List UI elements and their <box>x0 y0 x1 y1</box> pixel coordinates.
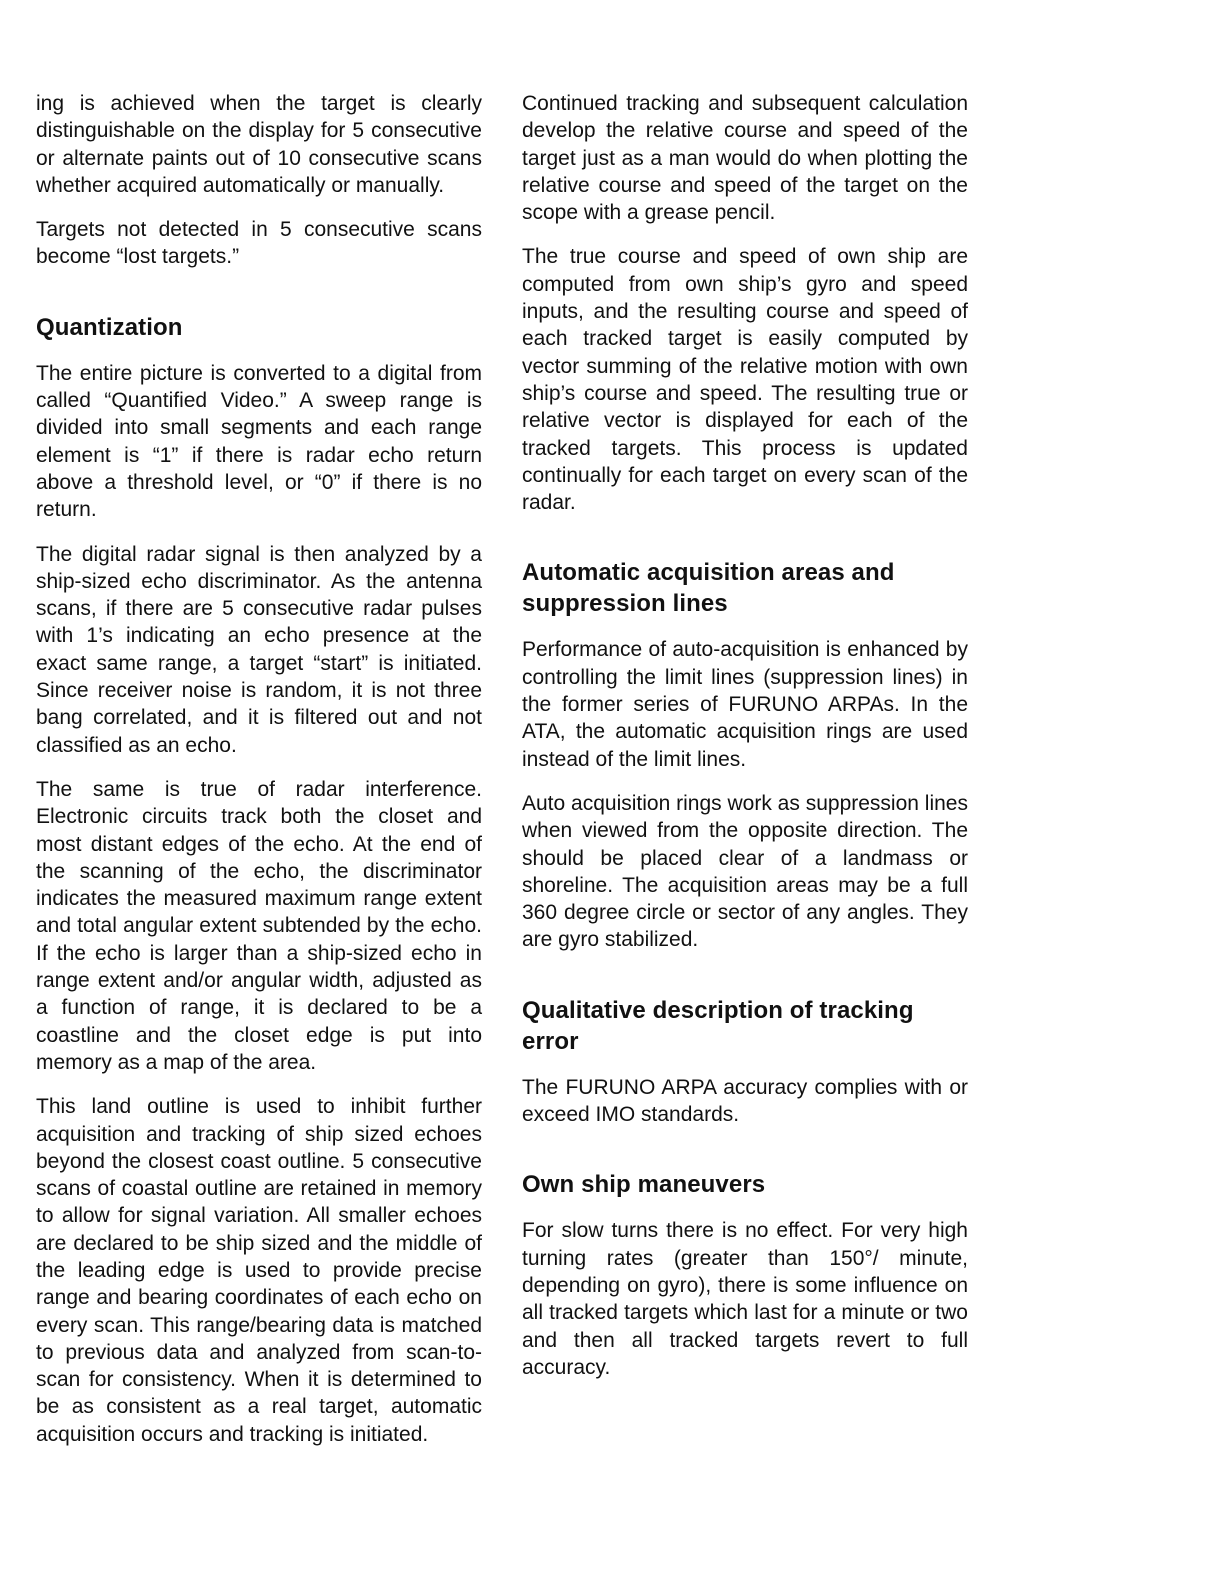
left-column <box>36 90 482 1465</box>
paragraph-lost-targets: Targets not detected in 5 consecutive scans become “lost targets.” <box>36 218 482 269</box>
paragraph-turning-rates: For slow turns there is no effect. For very high turning rates (greater than 150°/ minute, depending on gyro), there is some influence on all tracked targets which last for a minute or two and then all tracked targets revert to full accuracy. <box>522 1219 968 1379</box>
paragraph-acquisition-rings: Auto acquisition rings work as suppression lines when viewed from the opposite direction. The should be placed clear of a landmass or shoreline. The acquisition areas may be a full 360 degree circle or sector of any angles. They are gyro stabilized. <box>522 791 968 952</box>
heading-own-ship-maneuvers: Own ship maneuvers <box>522 1171 766 1199</box>
heading-auto-acquisition: Automatic acquisition areas and suppression lines <box>522 559 895 618</box>
paragraph-accuracy: The FURUNO ARPA accuracy complies with or exceed IMO standards. <box>522 1075 968 1127</box>
heading-tracking-error: Qualitative description of tracking error <box>522 996 914 1055</box>
paragraph-auto-acquisition-performance: Performance of auto-acquisition is enhanced by controlling the limit lines (suppression lines) in the former series of FURUNO ARPAs. In the ATA, the automatic acquisition rings are used instead of the limit lines. <box>522 638 968 771</box>
paragraph-radar-interference: The same is true of radar interference. Electronic circuits track both the closet and most distant edges of the echo. At the end of the scanning of the echo, the discriminator indicates the measured maximum range extent and total angular extent subtended by the echo. If the echo is larger than a ship-sized echo in range extent and/or angular width, adjusted as a function of range, it is declared to be a coastline and the closet edge is put into memory as a map of the area. <box>36 777 482 1074</box>
paragraph-true-course: The true course and speed of own ship are computed from own ship’s gyro and speed inputs, and the resulting course and speed of each tracked target is easily computed by vector summing of the relative motion with own ship’s course and speed. The resulting true or relative vector is displayed for each of the tracked targets. This process is updated continually for each target on every scan of the radar. <box>522 245 968 515</box>
paragraph-tracking-condition: ing is achieved when the target is clearly distinguishable on the display for 5 consecutive or alternate paints out of 10 consecutive scans whether acquired automatically or manually. <box>36 92 482 197</box>
paragraph-land-outline: This land outline is used to inhibit further acquisition and tracking of ship sized echoes beyond the closest coast outline. 5 consecutive scans of coastal outline are retained in memory to allow for signal variation. All smaller echoes are declared to be ship sized and the middle of the leading edge is used to provide precise range and bearing coordinates of each echo on every scan. This range/bearing data is matched to previous data and analyzed from scan-to-scan for consistency. When it is determined to be as consistent as a real target, automatic acquisition occurs and tracking is initiated. <box>36 1095 482 1446</box>
paragraph-quantified-video: The entire picture is converted to a digital from called “Quantified Video.” A sweep range is divided into small segments and each range element is “1” if there is radar echo return above a threshold level, or “0” if there is no return. <box>36 361 482 522</box>
right-column <box>522 90 968 1398</box>
heading-quantization: Quantization <box>36 313 183 341</box>
paragraph-continued-tracking: Continued tracking and subsequent calculation develop the relative course and speed of the target just as a man would do when plotting the relative course and speed of the target on the scope with a grease pencil. <box>522 92 968 225</box>
paragraph-echo-discriminator: The digital radar signal is then analyzed by a ship-sized echo discriminator. As the antenna scans, if there are 5 consecutive radar pulses with 1’s indicating an echo presence at the exact same range, a target “start” is initiated. Since receiver noise is random, it is not three bang correlated, and it is filtered out and not classified as an echo. <box>36 542 482 757</box>
